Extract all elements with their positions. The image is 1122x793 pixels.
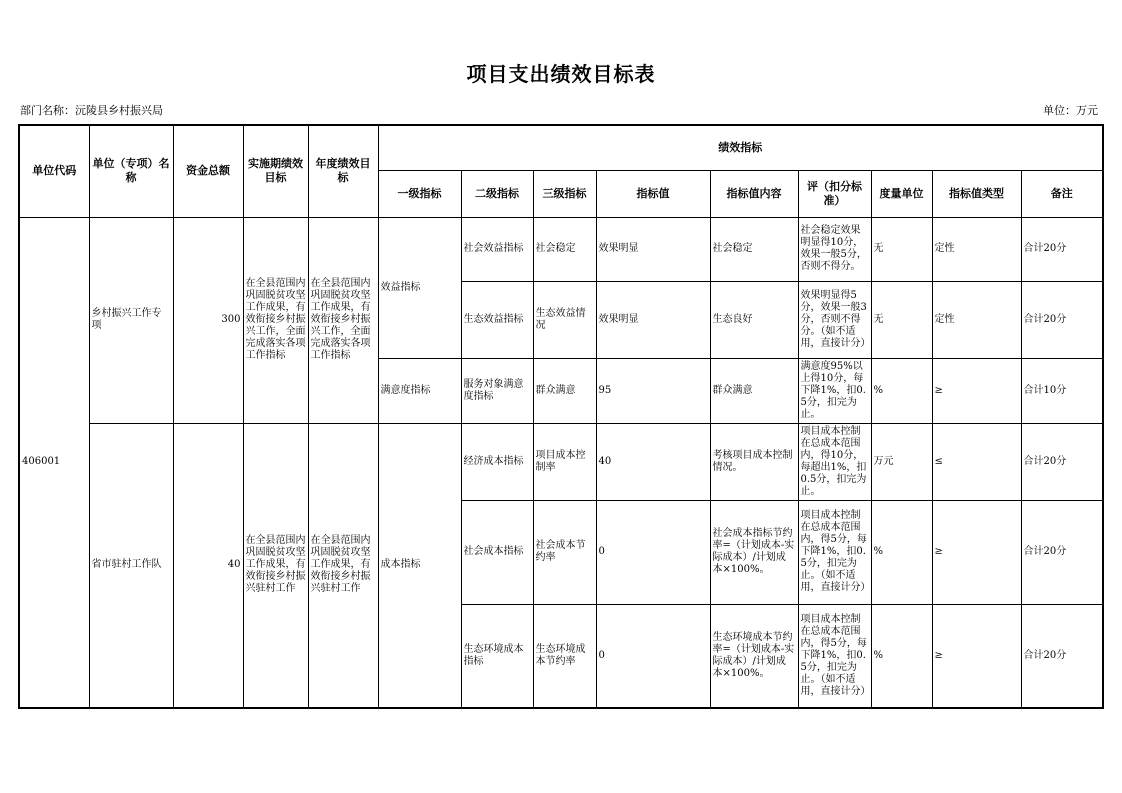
annual-goal-cell: 在全县范围内巩固脱贫攻坚工作成果，有效衔接乡村振兴工作，全面完成落实各项工作指标 — [308, 217, 378, 423]
note-cell: 合计20分 — [1021, 604, 1103, 708]
department-name: 部门名称：沅陵县乡村振兴局 — [20, 104, 163, 117]
header-value: 指标值 — [596, 170, 710, 217]
funds-cell: 300 — [173, 217, 243, 423]
measure-cell: 无 — [871, 217, 932, 281]
performance-table — [18, 124, 1104, 709]
type-cell: 定性 — [932, 217, 1021, 281]
score-cell: 项目成本控制在总成本范围内，得5分，每下降1%，扣0.5分，扣完为止。（如不适用，直接计分） — [798, 500, 871, 604]
header-level2: 二级指标 — [461, 170, 533, 217]
type-cell: ≥ — [932, 358, 1021, 423]
funds-cell: 40 — [173, 423, 243, 708]
score-cell: 效果明显得5分，效果一般3分，否则不得分。（如不适用，直接计分） — [798, 281, 871, 358]
header-level1: 一级指标 — [378, 170, 461, 217]
header-score: 评（扣分标准） — [798, 170, 871, 217]
header-impl-goal: 实施期绩效目标 — [243, 125, 308, 217]
type-cell: ≥ — [932, 500, 1021, 604]
header-performance-indicators: 绩效指标 — [378, 125, 1103, 170]
score-cell: 社会稳定效果明显得10分，效果一般5分，否则不得分。 — [798, 217, 871, 281]
level2-cell: 生态环境成本指标 — [461, 604, 533, 708]
header-annual-goal: 年度绩效目标 — [308, 125, 378, 217]
level2-cell: 生态效益指标 — [461, 281, 533, 358]
impl-goal-cell: 在全县范围内巩固脱贫攻坚工作成果，有效衔接乡村振兴工作，全面完成落实各项工作指标 — [243, 217, 308, 423]
level1-cell: 满意度指标 — [378, 358, 461, 423]
note-cell: 合计20分 — [1021, 423, 1103, 500]
note-cell: 合计10分 — [1021, 358, 1103, 423]
level3-cell: 社会成本节约率 — [533, 500, 596, 604]
unit-code-cell: 406001 — [19, 217, 89, 708]
score-cell: 项目成本控制在总成本范围内，得5分，每下降1%，扣0.5分，扣完为止。（如不适用，直接计分） — [798, 604, 871, 708]
header-measure: 度量单位 — [871, 170, 932, 217]
measure-cell: % — [871, 604, 932, 708]
header-unit-code: 单位代码 — [19, 125, 89, 217]
note-cell: 合计20分 — [1021, 217, 1103, 281]
value-cell: 95 — [596, 358, 710, 423]
header-unit-name: 单位（专项）名称 — [89, 125, 173, 217]
level2-cell: 服务对象满意度指标 — [461, 358, 533, 423]
project-name-cell: 乡村振兴工作专项 — [89, 217, 173, 423]
header-level3: 三级指标 — [533, 170, 596, 217]
value-cell: 40 — [596, 423, 710, 500]
table-row — [19, 217, 1103, 281]
level3-cell: 群众满意 — [533, 358, 596, 423]
measure-cell: % — [871, 500, 932, 604]
type-cell: ≥ — [932, 604, 1021, 708]
value-cell: 效果明显 — [596, 281, 710, 358]
content-cell: 考核项目成本控制情况。 — [710, 423, 798, 500]
impl-goal-cell: 在全县范围内巩固脱贫攻坚工作成果，有效衔接乡村振兴驻村工作 — [243, 423, 308, 708]
level1-cell: 成本指标 — [378, 423, 461, 708]
header-total-funds: 资金总额 — [173, 125, 243, 217]
value-cell: 效果明显 — [596, 217, 710, 281]
value-cell: 0 — [596, 500, 710, 604]
level2-cell: 社会成本指标 — [461, 500, 533, 604]
score-cell: 满意度95%以上得10分，每下降1%，扣0.5分，扣完为止。 — [798, 358, 871, 423]
measure-cell: 无 — [871, 281, 932, 358]
header-content: 指标值内容 — [710, 170, 798, 217]
note-cell: 合计20分 — [1021, 281, 1103, 358]
header-type: 指标值类型 — [932, 170, 1021, 217]
level3-cell: 生态效益情况 — [533, 281, 596, 358]
level3-cell: 项目成本控制率 — [533, 423, 596, 500]
score-cell: 项目成本控制在总成本范围内，得10分，每超出1%，扣0.5分，扣完为止。 — [798, 423, 871, 500]
level3-cell: 生态环境成本节约率 — [533, 604, 596, 708]
annual-goal-cell: 在全县范围内巩固脱贫攻坚工作成果，有效衔接乡村振兴驻村工作 — [308, 423, 378, 708]
content-cell: 社会稳定 — [710, 217, 798, 281]
measure-cell: % — [871, 358, 932, 423]
content-cell: 社会成本指标节约率=（计划成本-实际成本）/计划成本×100%。 — [710, 500, 798, 604]
table-row — [19, 423, 1103, 500]
currency-unit: 单位：万元 — [1043, 104, 1098, 117]
content-cell: 群众满意 — [710, 358, 798, 423]
level2-cell: 经济成本指标 — [461, 423, 533, 500]
measure-cell: 万元 — [871, 423, 932, 500]
content-cell: 生态环境成本节约率=（计划成本-实际成本）/计划成本×100%。 — [710, 604, 798, 708]
value-cell: 0 — [596, 604, 710, 708]
level2-cell: 社会效益指标 — [461, 217, 533, 281]
type-cell: ≤ — [932, 423, 1021, 500]
project-name-cell: 省市驻村工作队 — [89, 423, 173, 708]
note-cell: 合计20分 — [1021, 500, 1103, 604]
level3-cell: 社会稳定 — [533, 217, 596, 281]
content-cell: 生态良好 — [710, 281, 798, 358]
type-cell: 定性 — [932, 281, 1021, 358]
page-title: 项目支出绩效目标表 — [466, 62, 656, 86]
level1-cell: 效益指标 — [378, 217, 461, 358]
header-note: 备注 — [1021, 170, 1103, 217]
